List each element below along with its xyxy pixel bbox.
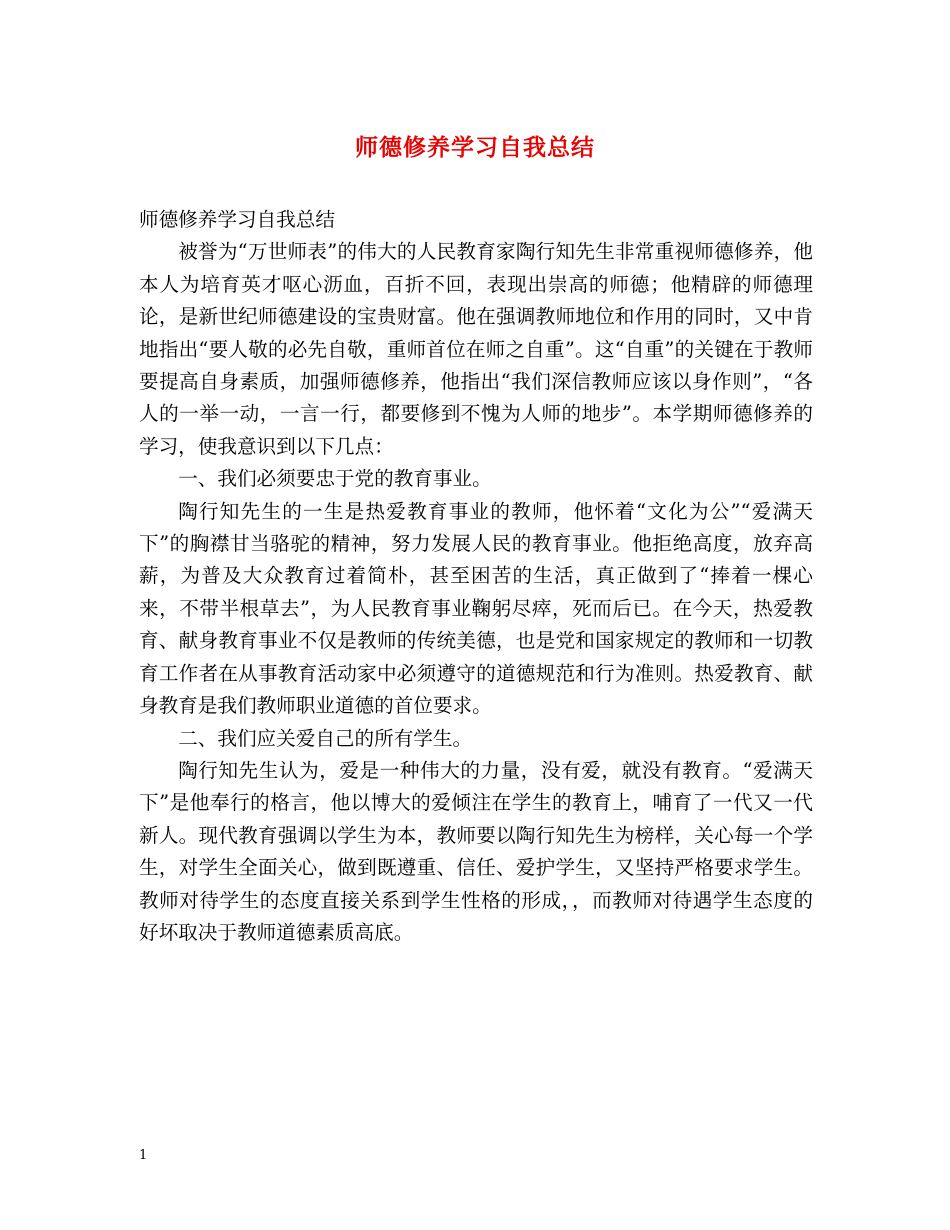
document-body — [139, 204, 813, 949]
paragraph-section-1: 陶行知先生的一生是热爱教育事业的教师，他怀着“文化为公”“爱满天下”的胸襟甘当骆驼的精神，努力发展人民的教育事业。他拒绝高度，放弃高薪，为普及大众教育过着简朴，甚至困苦的生活，真正做到了“捧着一棵心来，不带半根草去”，为人民教育事业鞠躬尽瘁，死而后已。在今天，热爱教育、献身教育事业不仅是教师的传统美德，也是党和国家规定的教师和一切教育工作者在从事教育活动家中必须遵守的道德规范和行为准则。热爱教育、献身教育是我们教师职业道德的首位要求。 — [139, 499, 813, 718]
page-number: 1 — [139, 1148, 148, 1163]
document-subtitle: 师德修养学习自我总结 — [139, 208, 335, 231]
document-title: 师德修养学习自我总结 — [355, 134, 595, 161]
paragraph-intro: 被誉为“万世师表”的伟大的人民教育家陶行知先生非常重视师德修养，他本人为培育英才呕心沥血，百折不回，表现出崇高的师德；他精辟的师德理论，是新世纪师德建设的宝贵财富。他在强调教师地位和作用的同时，又中肯地指出“要人敬的必先自敬，重师首位在师之自重”。这“自重”的关键在于教师要提高自身素质，加强师德修养，他指出“我们深信教师应该以身作则”，“各人的一举一动，一言一行，都要修到不愧为人师的地步”。本学期师德修养的学习，使我意识到以下几点： — [139, 240, 813, 458]
section-heading-1: 一、我们必须要忠于党的教育事业。 — [178, 467, 492, 491]
section-heading-2: 二、我们应关爱自己的所有学生。 — [178, 726, 473, 750]
paragraph-section-2: 陶行知先生认为，爱是一种伟大的力量，没有爱，就没有教育。“爱满天下”是他奉行的格言，他以博大的爱倾注在学生的教育上，哺育了一代又一代新人。现代教育强调以学生为本，教师要以陶行知先生为榜样，关心每一个学生，对学生全面关心，做到既遵重、信任、爱护学生，又坚持严格要求学生。教师对待学生的态度直接关系到学生性格的形成，，而教师对待遇学生态度的好坏取决于教师道德素质高底。 — [139, 758, 813, 944]
